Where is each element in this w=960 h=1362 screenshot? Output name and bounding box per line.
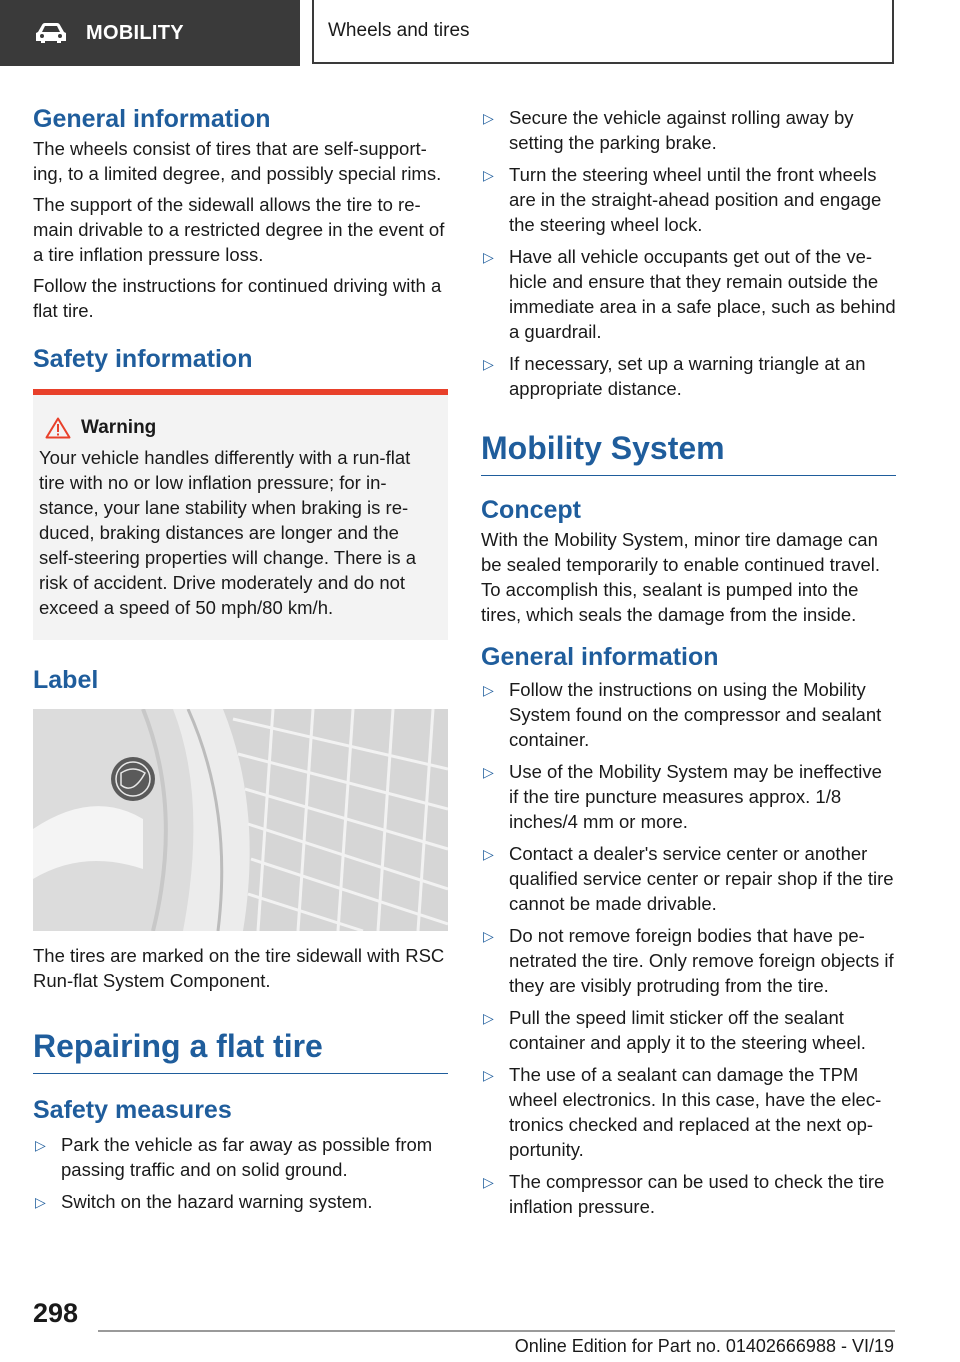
label-caption: The tires are marked on the tire sidewall with RSC Run-flat System Component. — [33, 944, 445, 991]
footer-divider — [98, 1330, 895, 1332]
repairing-flat-tire-heading: Repairing a flat tire — [33, 1027, 323, 1064]
general-info-paragraph-1: The wheels consist of tires that are self-supporting, to a limited degree, and possibly special rims. — [33, 137, 442, 184]
list-item: ▷ Switch on the hazard warning system. — [33, 1189, 448, 1214]
right-column — [481, 105, 896, 1226]
list-item: ▷ Use of the Mobility System may be ineffective if the tire puncture measures approx. 1/8 inches/4 mm or more. — [483, 761, 882, 833]
list-item: ▷ Do not remove foreign bodies that have penetrated the tire. Only remove foreign objects if they are visibly protruding from the tire. — [483, 925, 894, 997]
page-number: 298 — [33, 1298, 79, 1328]
section-title: MOBILITY — [86, 21, 184, 44]
mobility-system-heading: Mobility System — [481, 430, 725, 466]
list-item: ▷ Have all vehicle occupants get out of the vehicle and ensure that they remain outside the immediate area in a safe place, such as behind a guardrail. — [483, 246, 896, 342]
section-tab — [0, 0, 300, 66]
triangle-right-icon: ▷ — [483, 249, 494, 265]
triangle-right-icon: ▷ — [35, 1194, 46, 1211]
general-information-heading: General information — [33, 105, 271, 133]
triangle-right-icon: ▷ — [483, 356, 494, 372]
warning-triangle-icon — [45, 417, 71, 439]
list-item: ▷ If necessary, set up a warning triangle at an appropriate distance. — [483, 353, 866, 399]
triangle-right-icon: ▷ — [483, 846, 494, 863]
triangle-right-icon: ▷ — [483, 167, 494, 183]
general-info-paragraph-3: Follow the instructions for continued driving with a flat tire. — [33, 274, 442, 321]
mobility-general-info-list — [481, 677, 896, 1219]
footer-edition: Online Edition for Part no. 01402666988 - VI/19 — [514, 1336, 894, 1356]
label-heading: Label — [33, 666, 99, 694]
safety-measures-list-continued — [481, 105, 896, 401]
general-info-paragraph-2: The support of the sidewall allows the tire to remain drivable to a restricted degree in the event of a tire inflation pressure loss. — [33, 193, 445, 265]
car-icon — [34, 22, 68, 44]
list-item: ▷ Contact a dealer's service center or another qualified service center or repair shop if the tire cannot be made drivable. — [483, 843, 894, 915]
warning-label: Warning — [81, 417, 157, 438]
list-item: ▷ The use of a sealant can damage the TPM wheel electronics. In this case, have the electronics checked and replaced at the next opportunity. — [483, 1064, 882, 1161]
list-item: ▷ Turn the steering wheel until the front wheels are in the straight-ahead position and engage the steering wheel lock. — [483, 164, 882, 235]
safety-information-heading: Safety information — [33, 344, 253, 373]
warning-header — [45, 417, 436, 439]
warning-box — [33, 389, 448, 640]
concept-text: With the Mobility System, minor tire damage can be sealed temporarily to enable continued travel. To accomplish this, sealant is pumped into the tires, which seals the damage from the inside. — [481, 528, 881, 625]
safety-measures-list — [33, 1132, 448, 1214]
triangle-right-icon: ▷ — [483, 1010, 494, 1027]
list-item: ▷ Secure the vehicle against rolling away by setting the parking brake. — [483, 107, 854, 153]
warning-text: Your vehicle handles differently with a run-flat tire with no or low inflation pressure; for instance, your lane stability when braking is reduced, braking distances are longer and the self-steering properties will change. There is a risk of accident. Drive moderately and do not exceed a speed of 50 mph/80 km/h. — [39, 447, 417, 618]
repair-heading-wrap — [33, 1027, 448, 1074]
triangle-right-icon: ▷ — [483, 110, 494, 126]
list-item: ▷ Park the vehicle as far away as possible from passing traffic and on solid ground. — [35, 1134, 433, 1181]
triangle-right-icon: ▷ — [483, 928, 494, 945]
chapter-title: Wheels and tires — [328, 20, 470, 41]
triangle-right-icon: ▷ — [483, 1067, 494, 1084]
safety-measures-heading: Safety measures — [33, 1095, 232, 1124]
general-information-heading-2: General information — [481, 642, 719, 671]
triangle-right-icon: ▷ — [483, 764, 494, 781]
triangle-right-icon: ▷ — [483, 682, 494, 699]
list-item: ▷ Pull the speed limit sticker off the sealant container and apply it to the steering wheel. — [483, 1007, 866, 1054]
rsc-logo-icon — [111, 757, 155, 801]
chapter-tab — [312, 0, 894, 64]
tire-sidewall-illustration — [33, 709, 448, 931]
page-header — [0, 0, 960, 66]
list-item: ▷ The compressor can be used to check the tire inflation pressure. — [483, 1171, 885, 1218]
triangle-right-icon: ▷ — [483, 1174, 494, 1191]
left-column — [33, 100, 448, 1221]
mobility-heading-wrap — [481, 429, 896, 476]
triangle-right-icon: ▷ — [35, 1137, 46, 1154]
concept-heading: Concept — [481, 496, 581, 525]
list-item: ▷ Follow the instructions on using the Mobility System found on the compressor and sealant container. — [483, 679, 882, 751]
